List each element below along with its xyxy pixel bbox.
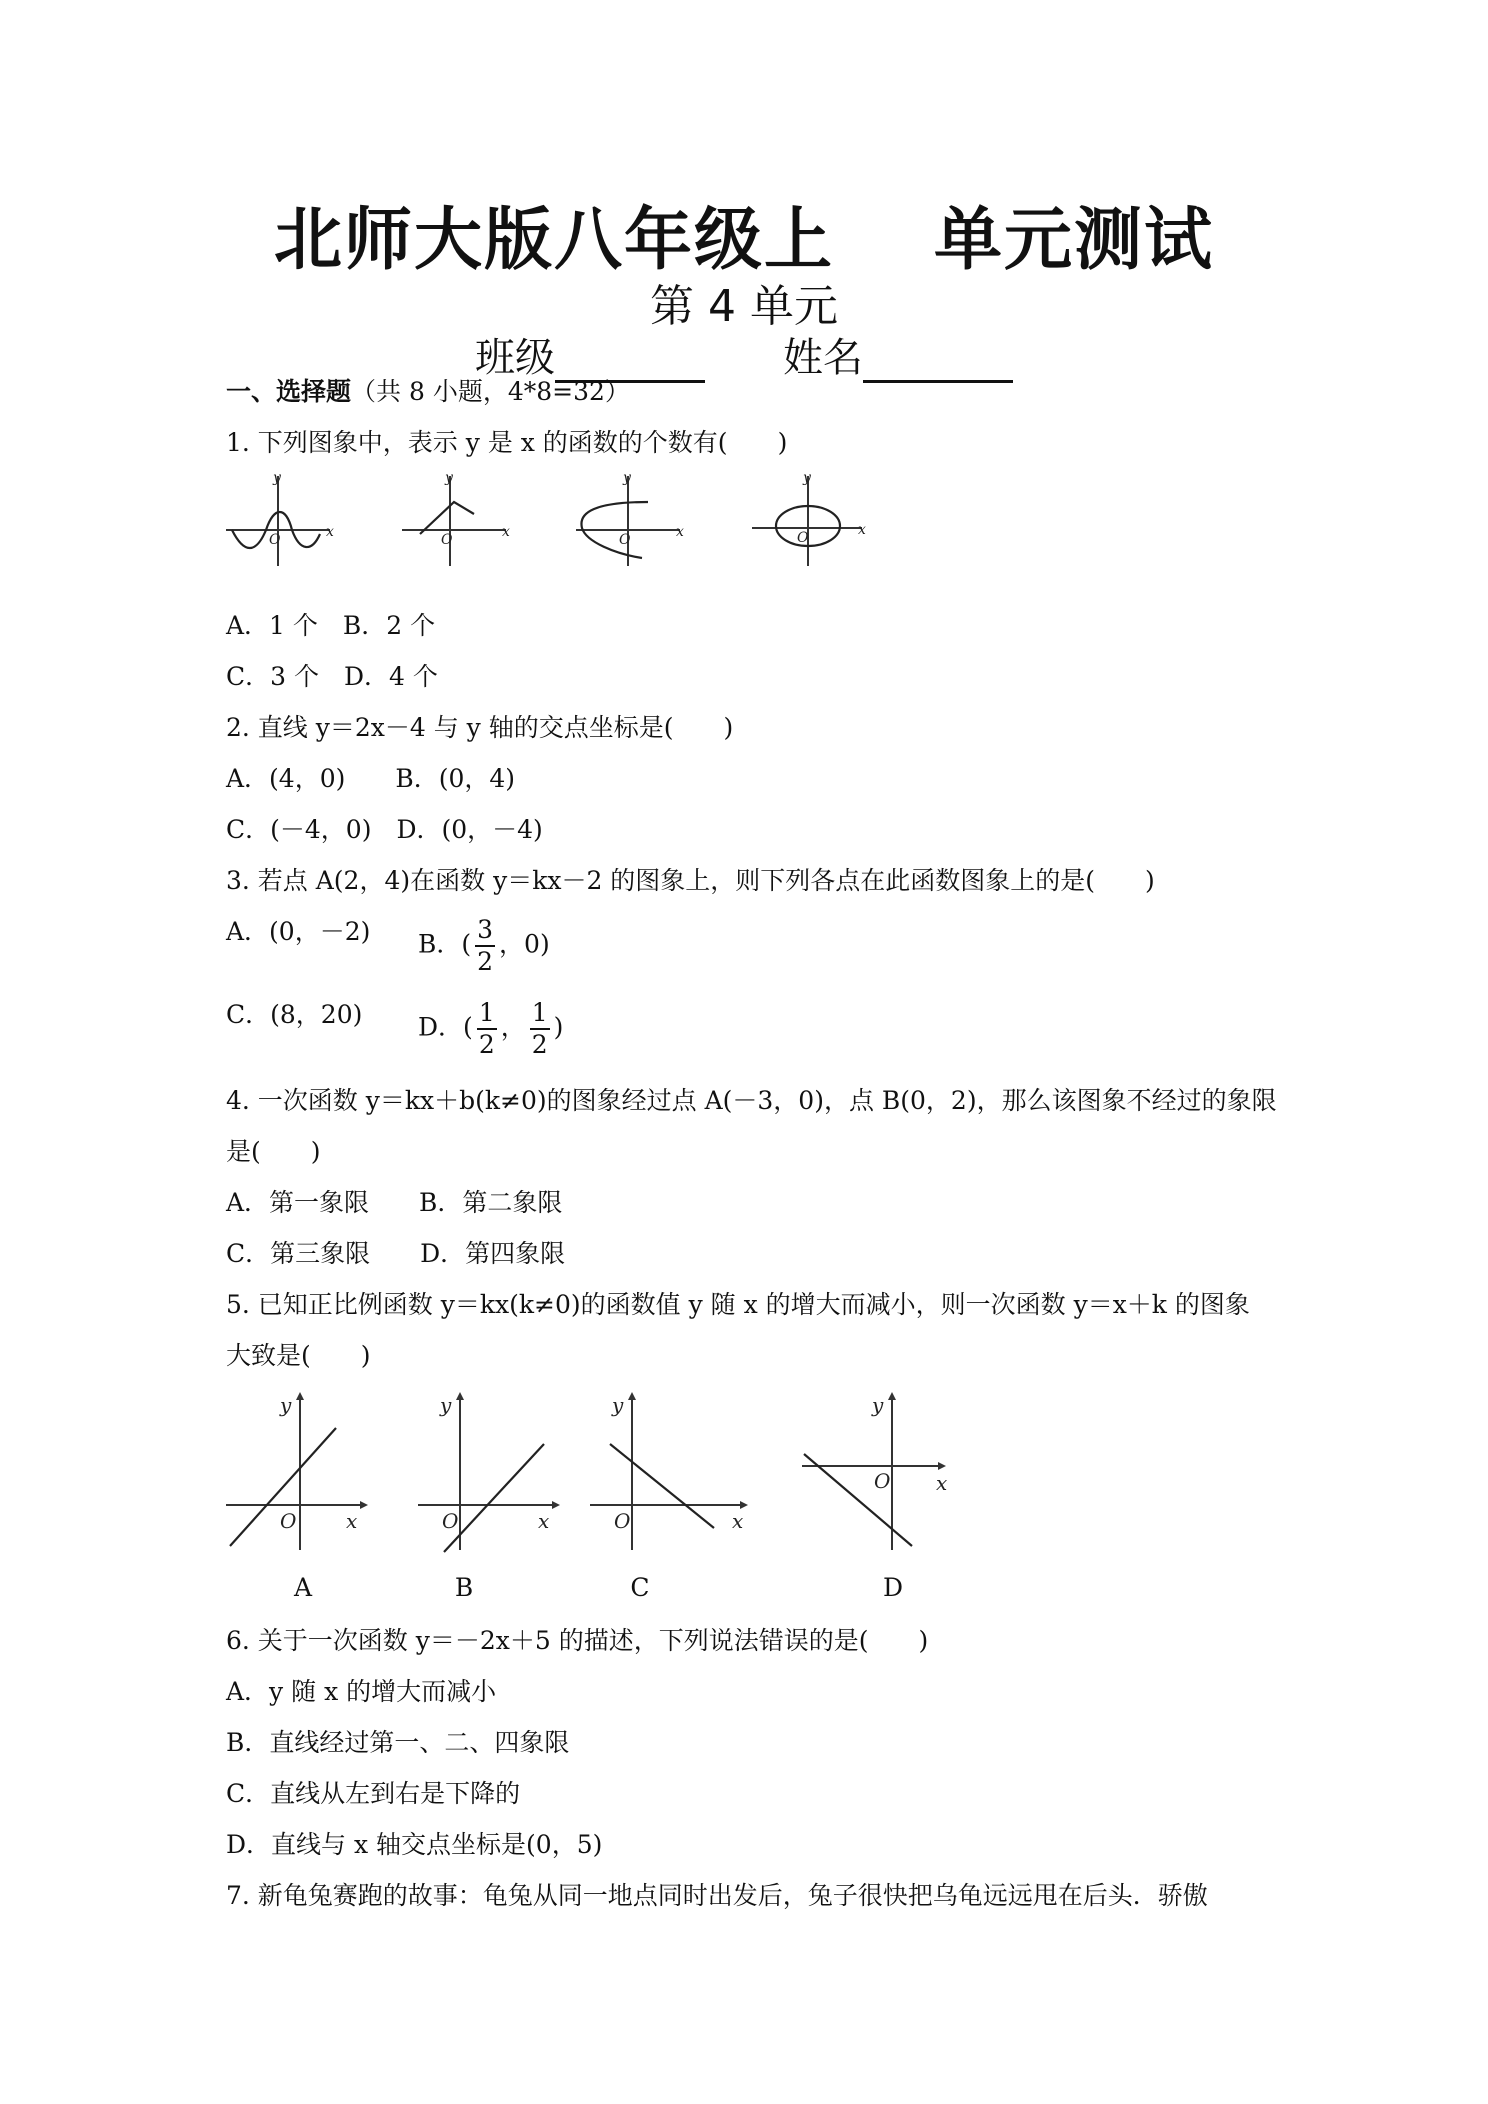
student-info-line: [0, 326, 1488, 383]
svg-text:O: O: [269, 532, 281, 548]
q6-option-a: A．y 随 x 的增大而减小: [226, 1677, 497, 1706]
q3-option-c: C．(8，20): [226, 1000, 363, 1029]
q3-stem: 3. 若点 A(2，4)在函数 y＝kx－2 的图象上，则下列各点在此函数图象上的是( ): [226, 866, 1155, 895]
title-right: 单元测试: [934, 201, 1215, 280]
svg-text:y: y: [612, 1393, 624, 1417]
section-note: （共 8 小题，4*8=32）: [351, 377, 630, 406]
q3-option-a: A．(0，－2): [226, 917, 371, 946]
name-blank: [863, 344, 1013, 383]
q1-graph-3: [576, 472, 686, 567]
svg-text:x: x: [858, 522, 866, 538]
unit-subtitle: 第 4 单元: [650, 281, 838, 332]
q1-graph-2: [402, 472, 512, 567]
svg-text:x: x: [326, 524, 334, 540]
q6-option-d: D．直线与 x 轴交点坐标是(0，5): [226, 1830, 603, 1859]
q5-graph-b: [418, 1392, 558, 1552]
q5-graph-d: [802, 1392, 962, 1552]
svg-text:O: O: [614, 1509, 631, 1533]
q1-graph-1: [226, 472, 336, 567]
q1-options-ab: A．1 个 B．2 个: [226, 611, 436, 640]
q5-label-b: B: [454, 1573, 474, 1602]
svg-text:y: y: [872, 1393, 884, 1417]
svg-text:O: O: [441, 532, 453, 548]
svg-text:x: x: [732, 1509, 744, 1533]
svg-text:x: x: [936, 1471, 948, 1495]
q5-label-a: A: [293, 1573, 313, 1602]
q6-option-b: B．直线经过第一、二、四象限: [226, 1728, 570, 1757]
section-heading: [226, 375, 630, 409]
svg-text:y: y: [273, 470, 281, 486]
q7-stem: 7. 新龟兔赛跑的故事：龟兔从同一地点同时出发后，兔子很快把乌龟远远甩在后头．骄傲: [226, 1881, 1208, 1910]
q3-d-fraction-2: $\frac{1}{2}$: [531, 998, 548, 1059]
q6-stem: 6. 关于一次函数 y＝－2x＋5 的描述，下列说法错误的是( ): [226, 1626, 929, 1655]
q4-stem-line-2: 是( ): [226, 1137, 321, 1166]
q1-options-cd: C．3 个 D．4 个: [226, 662, 438, 691]
svg-text:x: x: [346, 1509, 358, 1533]
q5-graph-a: [226, 1392, 366, 1552]
q5-label-c: C: [630, 1573, 650, 1602]
q3-option-b: B．( $\frac{3}{2}$ ，0): [418, 915, 550, 976]
svg-text:O: O: [280, 1509, 297, 1533]
svg-text:y: y: [445, 470, 453, 486]
class-label: 班级: [475, 335, 555, 381]
q3-option-d: D．( $\frac{1}{2}$ ， $\frac{1}{2}$ ): [418, 998, 564, 1059]
q3-b-fraction: $\frac{3}{2}$: [477, 915, 494, 976]
name-label: 姓名: [783, 335, 863, 381]
q4-options-cd: C．第三象限 D．第四象限: [226, 1239, 566, 1268]
q4-options-ab: A．第一象限 B．第二象限: [226, 1188, 563, 1217]
q1-graph-4: [752, 472, 868, 567]
svg-text:y: y: [440, 1393, 452, 1417]
svg-text:y: y: [280, 1393, 292, 1417]
page-title: [0, 186, 1488, 283]
q6-option-c: C．直线从左到右是下降的: [226, 1779, 521, 1808]
svg-text:O: O: [442, 1509, 459, 1533]
svg-text:y: y: [803, 470, 811, 486]
q5-label-d: D: [882, 1573, 904, 1602]
svg-text:x: x: [502, 524, 510, 540]
q2-options-cd: C．(－4，0) D．(0，－4): [226, 815, 543, 844]
svg-text:O: O: [874, 1469, 891, 1493]
q1-stem: 1. 下列图象中，表示 y 是 x 的函数的个数有( ): [226, 428, 788, 457]
q2-options-ab: A．(4，0) B．(0，4): [226, 764, 516, 793]
svg-text:x: x: [676, 524, 684, 540]
svg-text:x: x: [538, 1509, 550, 1533]
title-left: 北师大版八年级上: [273, 201, 834, 280]
q4-stem-line-1: 4. 一次函数 y＝kx＋b(k≠0)的图象经过点 A(－3，0)，点 B(0，2)，那么该图象不经过的象限: [226, 1086, 1277, 1115]
q2-stem: 2. 直线 y＝2x－4 与 y 轴的交点坐标是( ): [226, 713, 734, 742]
q5-stem-line-1: 5. 已知正比例函数 y＝kx(k≠0)的函数值 y 随 x 的增大而减小，则一次函数 y＝x＋k 的图象: [226, 1290, 1250, 1319]
section-title: 一、选择题: [226, 377, 352, 406]
svg-text:O: O: [619, 532, 631, 548]
svg-text:O: O: [797, 530, 809, 546]
q5-stem-line-2: 大致是( ): [226, 1341, 371, 1370]
q3-d-fraction-1: $\frac{1}{2}$: [478, 998, 495, 1059]
q5-graph-c: [590, 1392, 750, 1552]
svg-text:y: y: [623, 470, 631, 486]
